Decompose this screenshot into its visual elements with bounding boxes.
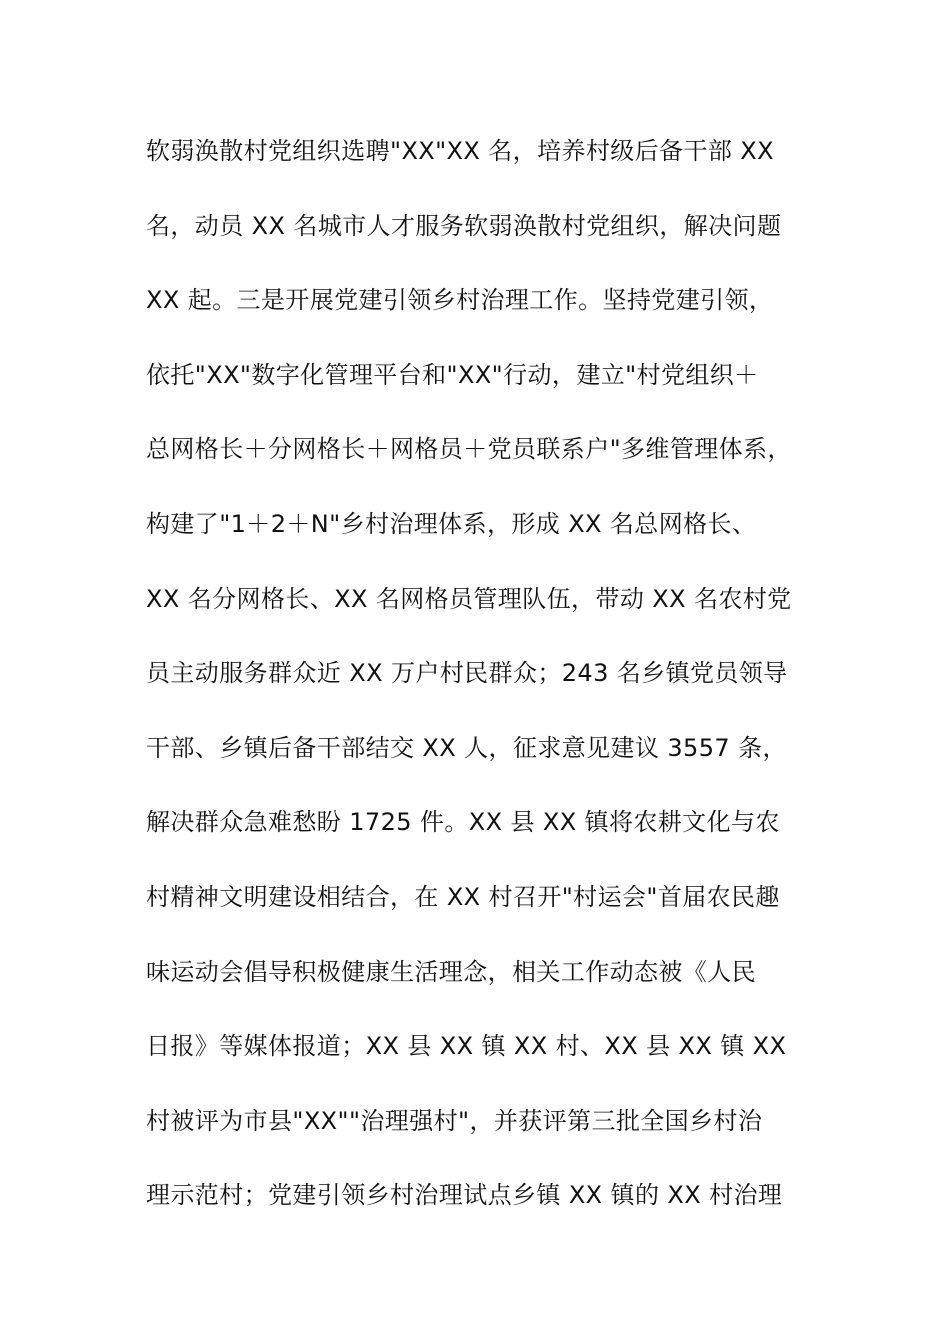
text-line: 村精神文明建设相结合，在 XX 村召开"村运会"首届农民趣: [146, 882, 780, 911]
text-line: 干部、乡镇后备干部结交 XX 人，征求意见建议 3557 条，: [146, 733, 787, 762]
text-line: 日报》等媒体报道；XX 县 XX 镇 XX 村、XX 县 XX 镇 XX: [146, 1032, 787, 1061]
text-line: 构建了"1＋2＋N"乡村治理体系，形成 XX 名总网格长、: [146, 509, 757, 538]
text-line: 理示范村；党建引领乡村治理试点乡镇 XX 镇的 XX 村治理: [146, 1181, 783, 1210]
text-line: 解决群众急难愁盼 1725 件。XX 县 XX 镇将农耕文化与农: [146, 808, 780, 837]
text-line: XX 名分网格长、XX 名网格员管理队伍，带动 XX 名农村党: [146, 584, 792, 613]
text-line: 员主动服务群众近 XX 万户村民群众；243 名乡镇党员领导: [146, 659, 788, 688]
body-paragraph: [146, 127, 826, 1246]
text-line: 村被评为市县"XX""治理强村"，并获评第三批全国乡村治: [146, 1106, 763, 1135]
text-line: 依托"XX"数字化管理平台和"XX"行动，建立"村党组织＋: [146, 360, 759, 389]
text-line: 软弱涣散村党组织选聘"XX"XX 名，培养村级后备干部 XX: [146, 137, 774, 165]
text-line: 名，动员 XX 名城市人才服务软弱涣散村党组织，解决问题: [146, 211, 782, 240]
text-line: 味运动会倡导积极健康生活理念，相关工作动态被《人民: [146, 957, 756, 986]
text-line: XX 起。三是开展党建引领乡村治理工作。坚持党建引领，: [146, 286, 774, 315]
text-line: 总网格长＋分网格长＋网格员＋党员联系户"多维管理体系，: [146, 435, 792, 464]
